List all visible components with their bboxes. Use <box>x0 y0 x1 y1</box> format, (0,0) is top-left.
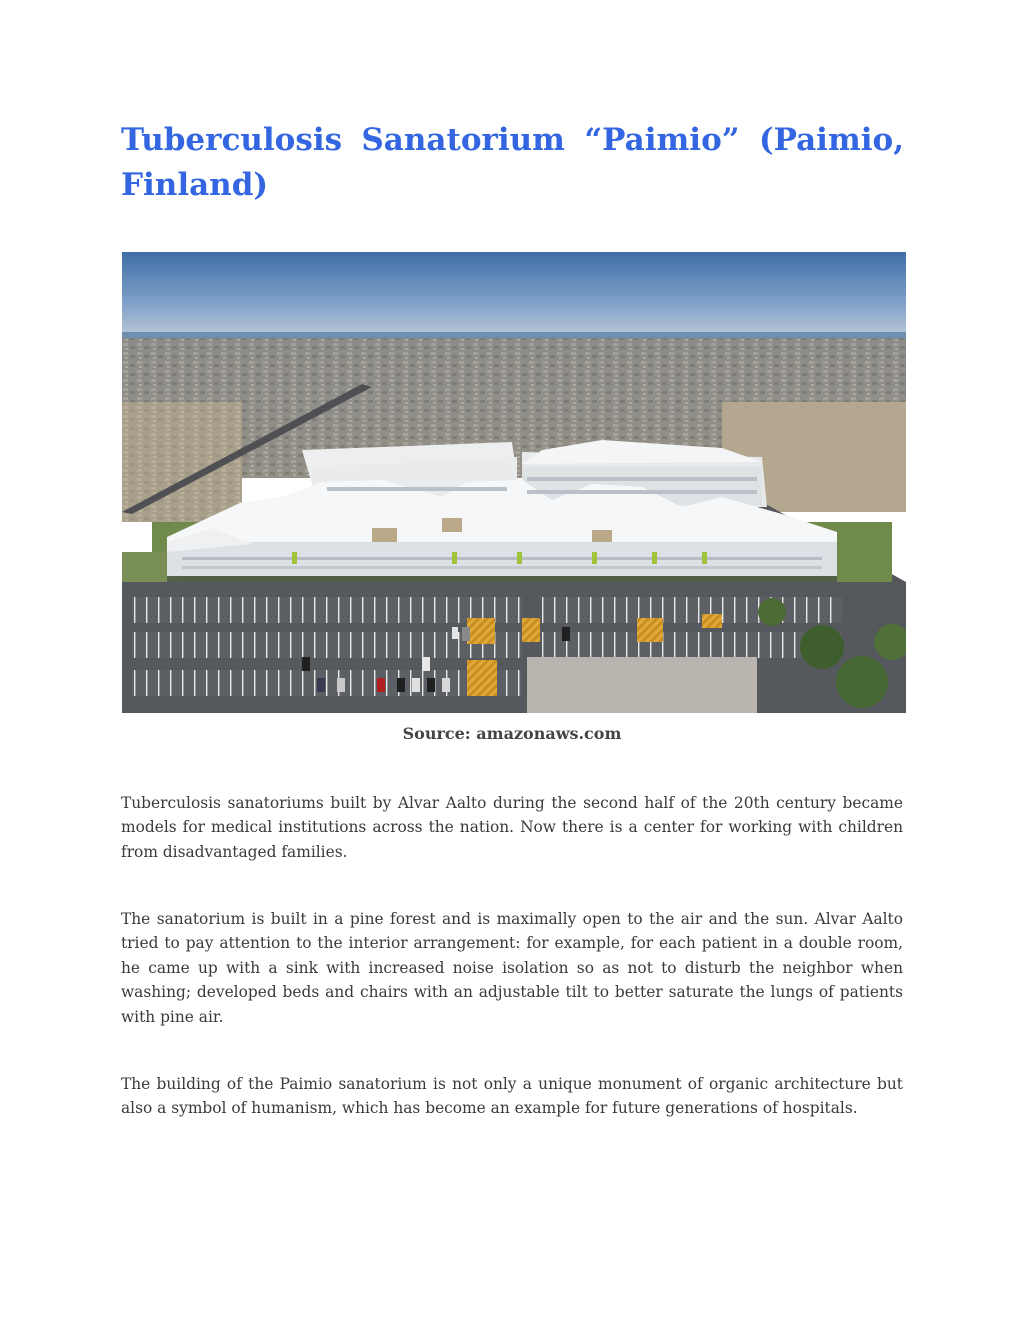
aerial-photo-illustration <box>122 252 906 713</box>
paragraph-legacy: The building of the Paimio sanatorium is not only a unique monument of organic architecture but also a symbol of humanism, which has become an example for future generations of hospitals. <box>121 1075 903 1118</box>
image-caption: Source: amazonaws.com <box>402 724 622 743</box>
paragraph-intro: Tuberculosis sanatoriums built by Alvar Aalto during the second half of the 20th century became models for medical institutions across the nation. Now there is a center for working with children from disadvantaged families. <box>121 794 903 861</box>
aerial-photo-sanatorium <box>122 252 906 713</box>
paragraph-design: The sanatorium is built in a pine forest and is maximally open to the air and the sun. Alvar Aalto tried to pay attention to the interior arrangement: for example, for each patient in a double room, he came up with a sink with increased noise isolation so as not to disturb the neighbor when washing; developed beds and chairs with an adjustable tilt to better saturate the lungs of patients with pine air. <box>121 910 903 1026</box>
page-title: Tuberculosis Sanatorium “Paimio” (Paimio, Finland) <box>121 122 904 203</box>
